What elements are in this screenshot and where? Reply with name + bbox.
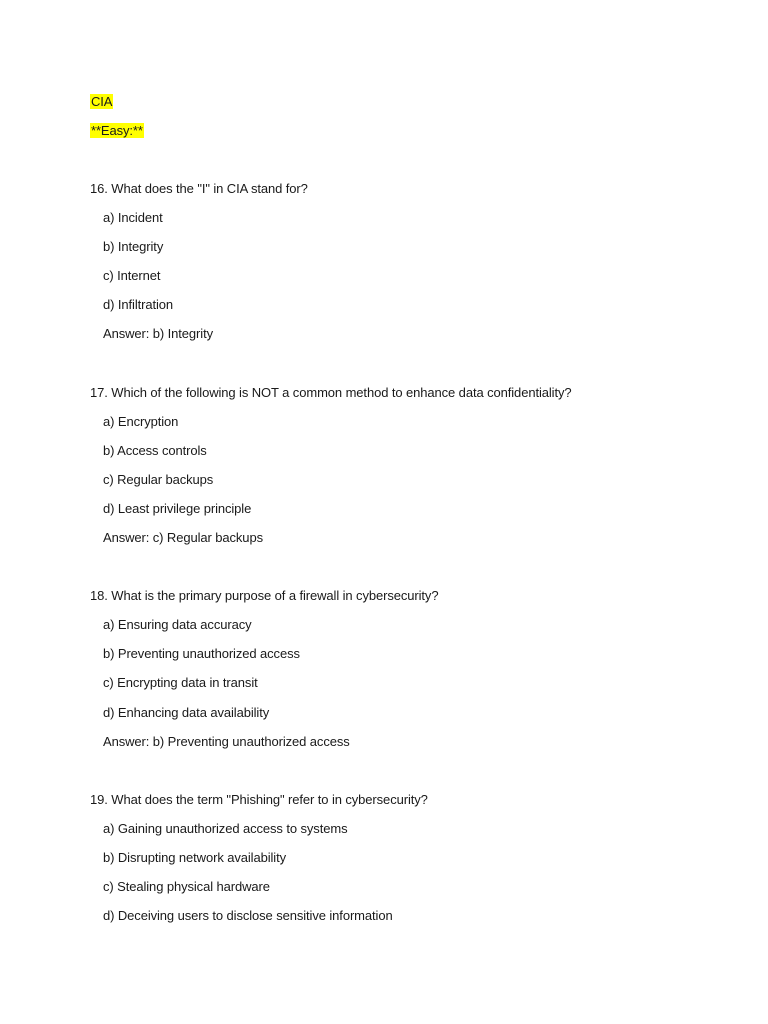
- q19-option-d: d) Deceiving users to disclose sensitive information: [103, 908, 393, 923]
- question-18: 18. What is the primary purpose of a firewall in cybersecurity?: [90, 588, 439, 603]
- q18-option-b: b) Preventing unauthorized access: [103, 646, 300, 661]
- q16-option-d: d) Infiltration: [103, 297, 174, 312]
- q18-option-c: c) Encrypting data in transit: [103, 675, 258, 690]
- heading-highlight: CIA: [91, 94, 113, 109]
- q19-option-a: a) Gaining unauthorized access to systems: [103, 821, 348, 836]
- q17-option-c: c) Regular backups: [103, 472, 214, 487]
- q16-option-b: b) Integrity: [103, 239, 164, 254]
- q18-answer: Answer: b) Preventing unauthorized access: [103, 734, 350, 749]
- q17-answer: Answer: c) Regular backups: [103, 530, 263, 545]
- question-16: 16. What does the "I" in CIA stand for?: [90, 181, 308, 196]
- difficulty-line: [90, 122, 144, 140]
- q19-option-c: c) Stealing physical hardware: [103, 879, 270, 894]
- question-19: 19. What does the term "Phishing" refer to in cybersecurity?: [90, 792, 428, 807]
- question-17: 17. Which of the following is NOT a common method to enhance data confidentiality?: [90, 385, 572, 400]
- q16-answer: Answer: b) Integrity: [103, 326, 213, 341]
- q16-option-a: a) Incident: [103, 210, 163, 225]
- difficulty-highlight: **Easy:**: [91, 123, 143, 138]
- q17-option-a: a) Encryption: [103, 414, 179, 429]
- q17-option-b: b) Access controls: [103, 443, 207, 458]
- q16-option-c: c) Internet: [103, 268, 161, 283]
- q18-option-a: a) Ensuring data accuracy: [103, 617, 252, 632]
- q18-option-d: d) Enhancing data availability: [103, 705, 270, 720]
- q19-option-b: b) Disrupting network availability: [103, 850, 287, 865]
- heading-line: [90, 93, 113, 111]
- q17-option-d: d) Least privilege principle: [103, 501, 252, 516]
